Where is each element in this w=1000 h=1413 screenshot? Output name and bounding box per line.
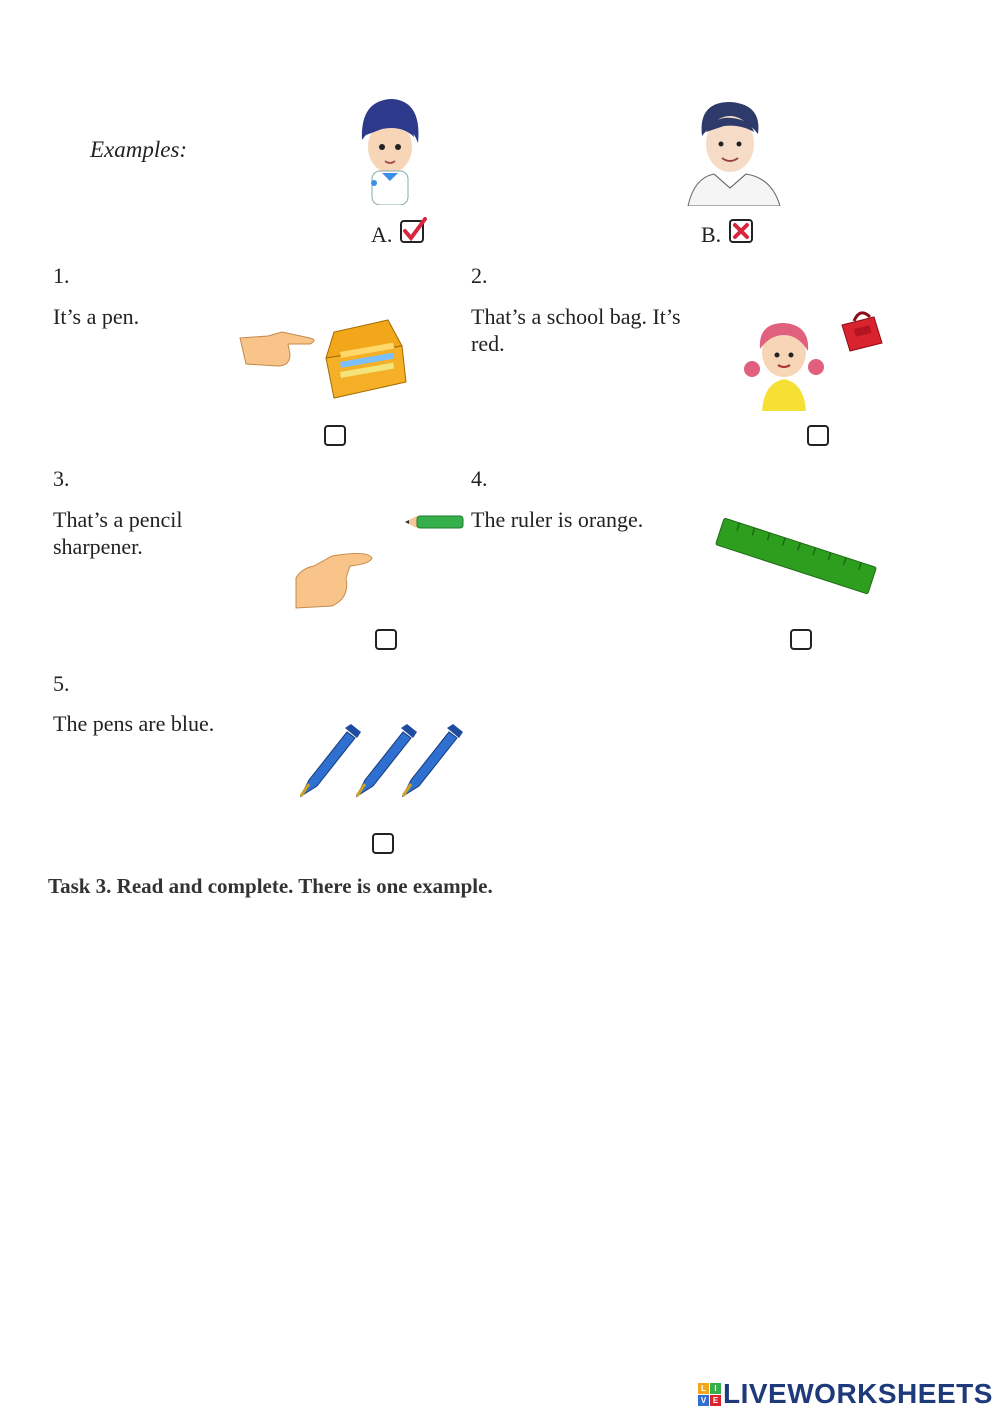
item-2-number: 2. bbox=[471, 263, 488, 288]
brand-name: LIVEWORKSHEETS bbox=[723, 1378, 993, 1409]
checkmark-icon bbox=[399, 217, 427, 244]
three-pens-picture bbox=[295, 724, 467, 800]
item-4-number: 4. bbox=[471, 466, 488, 491]
item-3-text: That’s a pencil sharpener. bbox=[53, 507, 183, 559]
item-5-answer-checkbox[interactable] bbox=[372, 833, 394, 854]
pointing-hand-picture bbox=[292, 548, 377, 610]
item-2-text: That’s a school bag. It’s red. bbox=[471, 304, 681, 356]
pencil-picture bbox=[403, 513, 465, 531]
ruler-picture bbox=[712, 512, 880, 600]
task-3-heading: Task 3. Read and complete. There is one example. bbox=[48, 874, 493, 898]
example-a-label: A. bbox=[371, 222, 393, 247]
girl-picture bbox=[352, 95, 428, 205]
item-4-answer-checkbox[interactable] bbox=[790, 629, 812, 650]
example-b-label: B. bbox=[701, 222, 722, 247]
item-5-number: 5. bbox=[53, 671, 70, 696]
item-1-answer-checkbox[interactable] bbox=[324, 425, 346, 446]
cross-icon bbox=[728, 218, 754, 244]
item-3-number: 3. bbox=[53, 466, 70, 491]
man-picture bbox=[684, 98, 784, 206]
item-4-text: The ruler is orange. bbox=[471, 507, 644, 532]
liveworksheets-logo bbox=[698, 1378, 993, 1410]
item-2-answer-checkbox[interactable] bbox=[807, 425, 829, 446]
item-3-answer-checkbox[interactable] bbox=[375, 629, 397, 650]
item-1-number: 1. bbox=[53, 263, 70, 288]
girl-school-bag-picture bbox=[742, 303, 887, 413]
item-1-text: It’s a pen. bbox=[53, 304, 140, 329]
item-5-text: The pens are blue. bbox=[53, 711, 215, 736]
brand-logo-icon: L I V E bbox=[698, 1383, 721, 1406]
examples-label: Examples: bbox=[90, 137, 188, 162]
pointing-hand-pencil-case-picture bbox=[238, 318, 413, 400]
